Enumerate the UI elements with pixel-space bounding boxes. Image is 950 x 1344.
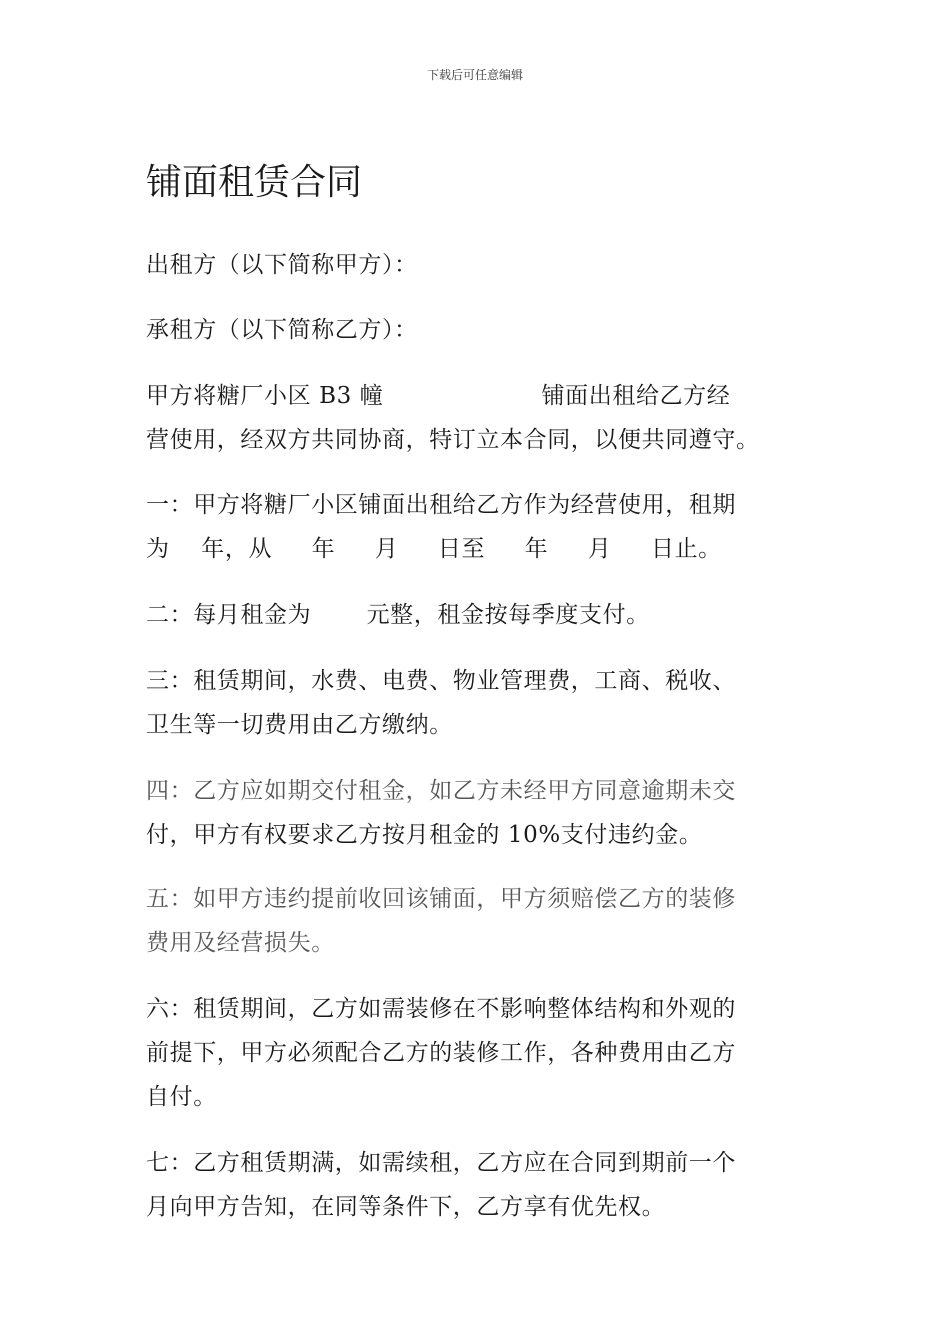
intro-line-2: 营使用，经双方共同协商，特订立本合同，以便共同遵守。 — [146, 427, 760, 453]
intro-line-1: 甲方将糖厂小区 B3 幢 铺面出租给乙方经 — [146, 383, 731, 409]
clause-4-line-2: 付，甲方有权要求乙方按月租金的 10%支付违约金。 — [146, 822, 703, 848]
clause-6-line-3: 自付。 — [146, 1084, 217, 1110]
clause-1-line-2: 为 年，从 年 月 日至 年 月 日止。 — [146, 536, 722, 562]
clause-7-line-1: 七：乙方租赁期满，如需续租，乙方应在合同到期前一个 — [146, 1150, 736, 1176]
clause-3-line-1: 三：租赁期间，水费、电费、物业管理费，工商、税收、 — [146, 668, 736, 694]
clause-5-line-1: 五：如甲方违约提前收回该铺面，甲方须赔偿乙方的装修 — [146, 886, 736, 912]
document-title: 铺面租赁合同 — [146, 162, 363, 203]
clause-6-line-2: 前提下，甲方必须配合乙方的装修工作，各种费用由乙方 — [146, 1040, 736, 1066]
lessor-label: 出租方（以下简称甲方）： — [146, 252, 418, 278]
lessee-label: 承租方（以下简称乙方）： — [146, 317, 418, 343]
clause-4-line-1: 四：乙方应如期交付租金，如乙方未经甲方同意逾期未交 — [146, 778, 736, 804]
clause-6-line-1: 六：租赁期间，乙方如需装修在不影响整体结构和外观的 — [146, 996, 736, 1022]
clause-3-line-2: 卫生等一切费用由乙方缴纳。 — [146, 712, 453, 738]
clause-1-line-1: 一：甲方将糖厂小区铺面出租给乙方作为经营使用，租期 — [146, 492, 736, 518]
clause-7-line-2: 月向甲方告知，在同等条件下，乙方享有优先权。 — [146, 1194, 666, 1220]
clause-2-line-1: 二：每月租金为 元整，租金按每季度支付。 — [146, 602, 650, 628]
header-note: 下载后可任意编辑 — [426, 68, 523, 82]
clause-5-line-2: 费用及经营损失。 — [146, 930, 335, 956]
